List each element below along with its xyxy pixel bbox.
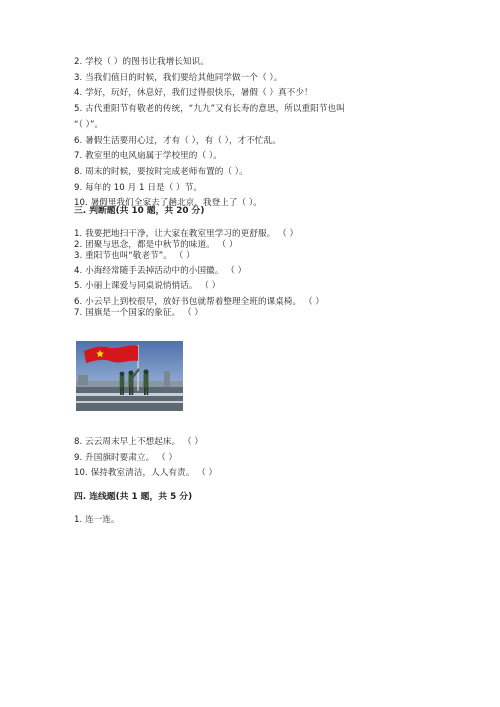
connect-question-1: 1. 连一连。 xyxy=(74,515,120,525)
judge-question-4: 4. 小海经常随手丢掉活动中的小国徽。 （ ） xyxy=(74,266,247,276)
judge-question-3: 3. 重阳节也叫“敬老节”。 （ ） xyxy=(74,251,195,261)
judge-question-6: 6. 小云早上到校很早，放好书包就帮着整理全班的课桌椅。 （ ） xyxy=(74,297,325,307)
judge-question-7: 7. 国旗是一个国家的象征。 （ ） xyxy=(74,308,204,318)
fill-question-10: 10. 暑假里我们全家去了趟北京，我登上了（ ）。 xyxy=(74,198,262,208)
flag-raising-illustration xyxy=(76,341,183,411)
judge-question-10: 10. 保持教室清洁，人人有责。 （ ） xyxy=(74,468,218,478)
fill-question-6: 6. 暑假生活要用心过，才有（ ），有（ ），才不忙乱。 xyxy=(74,136,281,146)
fill-question-4: 4. 学好，玩好，休息好，我们过得很快乐，暑假（ ）真不少！ xyxy=(74,88,313,98)
judge-question-9: 9. 升国旗时要肃立。 （ ） xyxy=(74,453,178,463)
fill-question-8: 8. 周末的时候，要按时完成老师布置的（ ）。 xyxy=(74,167,248,177)
judge-question-8: 8. 云云周末早上不想起床。 （ ） xyxy=(74,437,204,447)
fill-question-2: 2. 学校（ ）的图书让我增长知识。 xyxy=(74,57,209,67)
judge-question-2: 2. 团聚与思念，都是中秋节的味道。 （ ） xyxy=(74,240,238,250)
fill-question-3: 3. 当我们值日的时候，我们要给其他同学做一个（ ）。 xyxy=(74,73,283,83)
judge-question-5: 5. 小丽上课爱与同桌说悄悄话。 （ ） xyxy=(74,281,221,291)
fill-question-5: 5. 古代重阳节有敬老的传统，“九九”又有长寿的意思，所以重阳节也叫 xyxy=(74,104,345,114)
section-heading-connect: 四. 连线题(共 1 题，共 5 分) xyxy=(74,492,193,502)
fill-question-7: 7. 教室里的电风扇属于学校里的（ ）。 xyxy=(74,151,222,161)
section-heading-judge: 三. 判断题(共 10 题，共 20 分) xyxy=(74,206,205,216)
flag-raising-photo xyxy=(76,341,183,411)
fill-question-9: 9. 每年的 10 月 1 日是（ ）节。 xyxy=(74,183,202,193)
judge-question-1: 1. 我要把地扫干净，让大家在教室里学习的更舒服。 （ ） xyxy=(74,229,299,239)
fill-question-5-continued: “（ ）”。 xyxy=(74,120,104,130)
